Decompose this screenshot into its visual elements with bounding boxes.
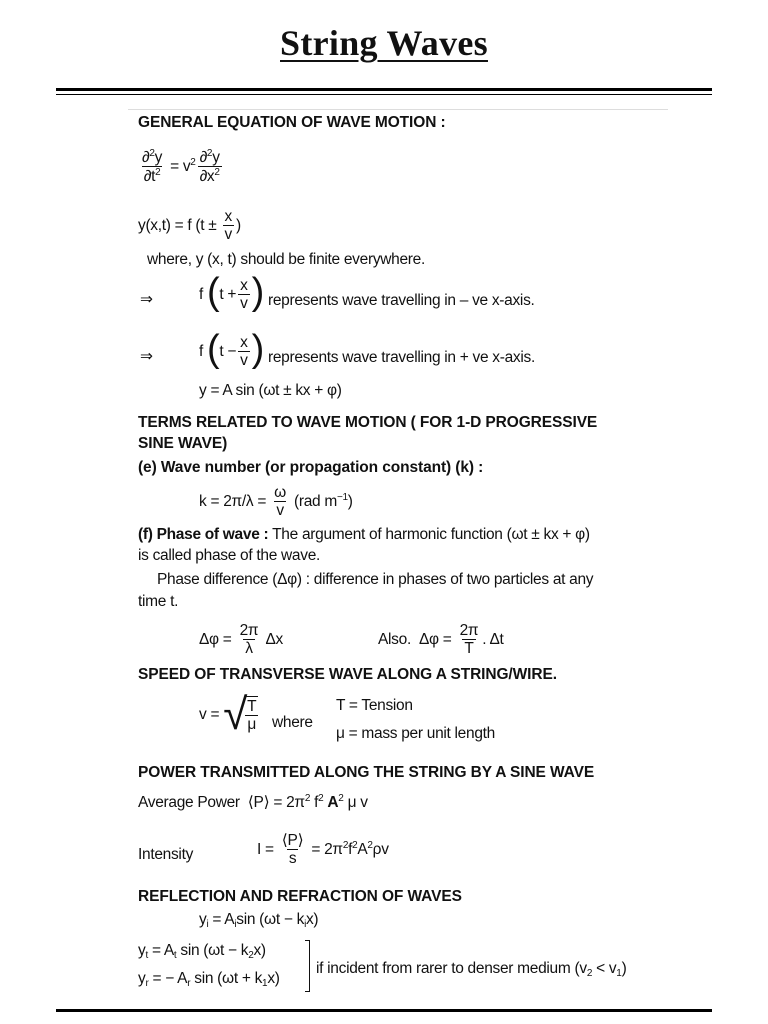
general-equation-heading: GENERAL EQUATION OF WAVE MOTION : xyxy=(138,114,446,131)
phase-time-formula: Also. Δφ = $\frac{2\pi}{T}$ . Δt xyxy=(378,622,504,658)
phase-heading: (f) Phase of wave : xyxy=(138,526,269,543)
wave-equation: $\frac{\partial^2y}{\partial t^2}$ = $v^2$ $\frac{\partial^2y}{\partial x^2}$ xyxy=(142,148,220,186)
implies-icon-2: ⇒ xyxy=(140,348,153,365)
bottom-rule xyxy=(56,1009,712,1012)
page-title: String Waves xyxy=(280,23,488,63)
terms-heading-line2: SINE WAVE) xyxy=(138,435,228,452)
top-rule-thin xyxy=(56,94,712,95)
intensity-formula: I = $\frac{⟨P⟩}{s}$ = $2\pi^2f^2A^2\rho v$ xyxy=(257,832,389,868)
terms-heading-line1: TERMS RELATED TO WAVE MOTION ( FOR 1-D PROGRESSIVE xyxy=(138,414,598,431)
also-label: Also. xyxy=(378,631,411,649)
reflection-heading: REFLECTION AND REFRACTION OF WAVES xyxy=(138,888,462,905)
speed-heading: SPEED OF TRANSVERSE WAVE ALONG A STRING/WIRE. xyxy=(138,666,557,683)
phase-difference-line2: time t. xyxy=(138,593,179,610)
phase-difference-formula: Δφ = $\frac{2\pi}{\lambda}$ Δx xyxy=(199,622,283,658)
phase-difference-line1: Phase difference (Δφ) : difference in phases of two particles at any xyxy=(157,571,594,588)
average-power-label: Average Power xyxy=(138,794,240,811)
wave-number-heading: (e) Wave number (or propagation constant) (k) : xyxy=(138,459,484,476)
positive-direction-text: represents wave travelling in + ve x-axis. xyxy=(268,349,535,366)
incident-condition-end: ) xyxy=(621,960,627,977)
incident-wave-equation: $y_i = A_i\sin$ $(\omega t - k_ix)$ xyxy=(199,911,319,930)
phase-description-2: is called phase of the wave. xyxy=(138,547,321,564)
reflected-wave-equation: $y_r$ = − $A_r$ $\sin (\omega t + k_1x)$ xyxy=(138,970,280,989)
tension-definition: T = Tension xyxy=(336,697,413,714)
phase-line xyxy=(138,526,590,544)
power-heading: POWER TRANSMITTED ALONG THE STRING BY A SINE WAVE xyxy=(138,764,595,781)
negative-direction-expression: f (t + $\frac{x}{v}$ ) xyxy=(199,271,264,313)
sine-wave-equation: y = A sin (ωt ± kx + φ) xyxy=(199,382,342,399)
intensity-label: Intensity xyxy=(138,846,194,863)
general-solution: y(x,t) = f (t ± $\frac{x}{v}$ ) xyxy=(138,208,241,244)
implies-icon: ⇒ xyxy=(140,291,153,308)
incident-condition-text: if incident from rarer to denser medium (v xyxy=(316,960,587,977)
finite-condition: where, y (x, t) should be finite everywhere. xyxy=(147,251,425,268)
where-label: where xyxy=(272,714,313,731)
phase-description: The argument of harmonic function (ωt ± kx + φ) xyxy=(272,526,590,543)
positive-direction-expression: f (t − $\frac{x}{v}$ ) xyxy=(199,328,264,370)
content-border xyxy=(128,109,668,110)
average-power-line: Average Power ⟨P⟩ = $2\pi^2$ $f^2$ $A^2$ μ v xyxy=(138,793,368,811)
mass-definition: μ = mass per unit length xyxy=(336,725,495,742)
wave-number-formula: k = 2π/λ = $\frac{\omega}{v}$ (rad $m^{-1}$) xyxy=(199,484,353,520)
equation-bracket xyxy=(305,940,310,992)
function-f: f xyxy=(199,286,204,304)
top-rule xyxy=(56,88,712,91)
incident-condition-mid: < v xyxy=(592,960,617,977)
negative-direction-text: represents wave travelling in – ve x-axis. xyxy=(268,292,535,309)
function-f-2: f xyxy=(199,343,204,361)
speed-formula: v = √ $\frac{T}{\mu}$ xyxy=(199,690,257,739)
incident-condition: if incident from rarer to denser medium $(v_2 < v_1)$ xyxy=(316,960,627,979)
transmitted-wave-equation: $y_t = A_t$ $\sin (\omega t - k_2x)$ xyxy=(138,942,266,961)
